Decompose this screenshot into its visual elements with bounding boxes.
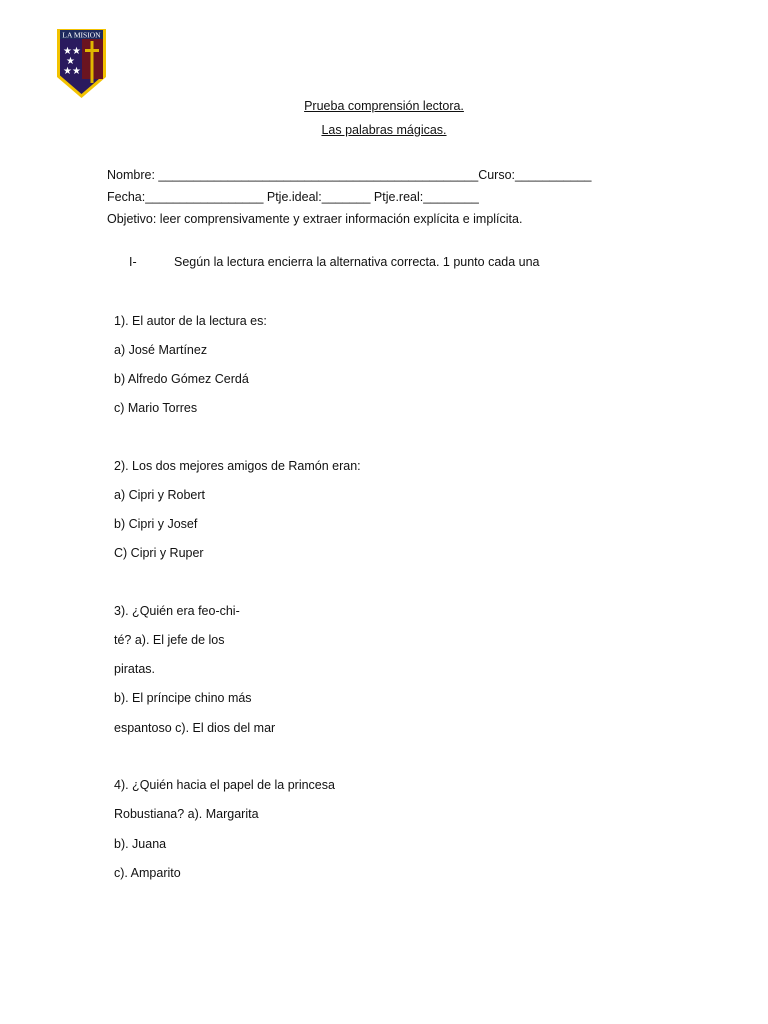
question-1-prompt: 1). El autor de la lectura es: [114, 314, 267, 328]
question-1-option-c: c) Mario Torres [114, 401, 198, 415]
question-4-line: c). Amparito [114, 866, 181, 880]
date-score-line: Fecha:_________________ Ptje.ideal:_______ Ptje.real:________ [107, 190, 479, 204]
question-3-line: té? a). El jefe de los [114, 633, 225, 647]
question-2-prompt: 2). Los dos mejores amigos de Ramón eran: [114, 459, 361, 473]
question-2-option-a: a) Cipri y Robert [114, 488, 205, 502]
question-4-line: Robustiana? a). Margarita [114, 807, 259, 821]
document-title: Prueba comprensión lectora. [304, 99, 464, 113]
question-2-option-b: b) Cipri y Josef [114, 517, 198, 531]
question-1-option-a: a) José Martínez [114, 343, 208, 357]
question-4-line: b). Juana [114, 837, 167, 851]
svg-text:★: ★ [66, 56, 75, 67]
document-subtitle: Las palabras mágicas. [321, 123, 447, 137]
section-number: I- [129, 255, 137, 269]
question-3-line: b). El príncipe chino más [114, 691, 252, 705]
svg-text:★★: ★★ [63, 66, 81, 77]
section-instruction: Según la lectura encierra la alternativa correcta. 1 punto cada una [174, 255, 540, 269]
question-4-line: 4). ¿Quién hacia el papel de la princesa [114, 778, 335, 792]
question-3-line: 3). ¿Quién era feo-chi- [114, 604, 240, 618]
name-course-line: Nombre: ______________________________________________Curso:___________ [107, 168, 592, 182]
question-3-line: piratas. [114, 662, 155, 676]
question-1-option-b: b) Alfredo Gómez Cerdá [114, 372, 249, 386]
objective-line: Objetivo: leer comprensivamente y extraer información explícita e implícita. [107, 212, 523, 226]
school-crest-logo [55, 27, 108, 100]
question-2-option-c: C) Cipri y Ruper [114, 546, 204, 560]
svg-text:★★: ★★ [63, 46, 81, 57]
logo-text: LA MISION [62, 30, 101, 40]
question-3-line: espantoso c). El dios del mar [114, 721, 276, 735]
